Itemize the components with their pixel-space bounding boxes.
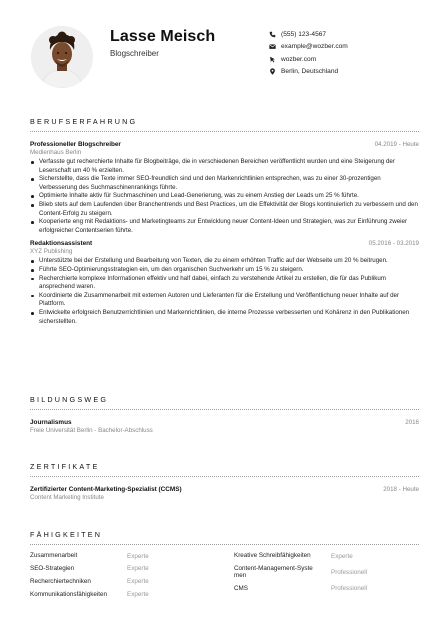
section-divider: [30, 131, 419, 132]
job-bullets: [30, 158, 419, 235]
skill-level: Experte: [127, 578, 149, 586]
job-company: Medienhaus Berlin: [30, 149, 82, 156]
section-divider: [30, 409, 419, 410]
skill-row: [30, 552, 215, 560]
phone-icon: [268, 30, 276, 38]
list-item: Blieb stets auf dem Laufenden über Branchentrends und Best Practices, um die Effektivität der Blogs kontinuierlich zu verbessern und den Content-Erfolg zu steigern.: [30, 201, 419, 218]
education-institution: Freie Universität Berlin - Bachelor-Abschluss: [30, 427, 153, 434]
list-item: Koordinierte die Zusammenarbeit mit externen Autoren und Lieferanten für die Erstellung und Veröffentlichung neuer Inhalte auf der Plattform.: [30, 292, 419, 309]
skills-column-left: [30, 552, 215, 603]
education-entry: [30, 419, 419, 434]
list-item: Recherchierte komplexe Informationen effektiv und half dabei, einfach zu verstehende Artikel zu erstellen, die für das Publikum ansprechend waren.: [30, 275, 419, 292]
job-entry: [30, 240, 419, 326]
skill-name: Kommunikationsfähigkeiten: [30, 590, 108, 598]
contact-list: [268, 28, 438, 78]
skills-column-right: [234, 552, 419, 603]
skill-level: Experte: [127, 552, 149, 560]
job-title: Professioneller Blogschreiber: [30, 141, 121, 148]
list-item: Führte SEO-Optimierungsstrategien ein, um den organischen Suchverkehr um 15 % zu steigern.: [30, 266, 419, 275]
job-bullets: [30, 257, 419, 326]
certificate-date: 2018 - Heute: [383, 486, 419, 493]
skill-name: Zusammenarbeit: [30, 552, 78, 560]
skill-name: Kreative Schreibfähigkeiten: [234, 552, 311, 560]
list-item: Verfasste gut recherchierte Inhalte für Blogbeiträge, die in verschiedenen Bereichen veröffentlicht wurden und eine Steigerung der Leserschaft um 40 % erzielten.: [30, 158, 419, 175]
education-heading: BILDUNGSWEG: [30, 395, 109, 404]
skill-name: Content-Management-Syste men: [234, 564, 313, 580]
location-pin-icon: [268, 68, 276, 76]
skill-row: [30, 590, 215, 598]
education-title: Journalismus: [30, 419, 72, 426]
candidate-name: Lasse Meisch: [110, 28, 216, 45]
certificate-title: Zertifizierter Content-Marketing-Spezialist (CCMS): [30, 486, 182, 493]
contact-website[interactable]: [268, 53, 438, 66]
email-text: example@wozber.com: [281, 43, 348, 51]
list-item: Entwickelte erfolgreich Benutzerrichtlinien und Markenrichtlinien, die interne Prozesse verbesserten und Kohärenz in den Publikationen sicherstellten.: [30, 309, 419, 326]
certificates-section: [30, 462, 419, 501]
skill-level: Professionell: [331, 585, 368, 593]
list-item: Kooperierte eng mit Redaktions- und Marketingteams zur Entwicklung neuer Content-Ideen und Strategien, was zur Einführung zweier erfolgreicher Contentserien führte.: [30, 218, 419, 235]
experience-section: [30, 117, 419, 326]
skill-level: Experte: [127, 565, 149, 573]
cursor-link-icon: [268, 55, 276, 63]
candidate-title: Blogschreiber: [110, 49, 159, 58]
job-company: XYZ Publishing: [30, 248, 73, 256]
list-item: Optimierte Inhalte aktiv für Suchmaschinen und Lead-Generierung, was zu einem Anstieg der Leads um 25 % führte.: [30, 192, 419, 201]
job-title: Redaktionsassistent: [30, 240, 93, 248]
phone-text: (555) 123-4567: [281, 30, 327, 38]
location-text: Berlin, Deutschland: [281, 68, 339, 76]
experience-heading: BERUFSERFAHRUNG: [30, 117, 138, 126]
avatar: [31, 26, 93, 88]
education-date: 2016: [405, 419, 419, 426]
resume-header: [0, 0, 448, 100]
certificate-entry: [30, 486, 419, 501]
certificates-heading: ZERTIFIKATE: [30, 462, 100, 471]
skill-name: CMS: [234, 584, 248, 592]
skill-row: [234, 552, 419, 560]
profile-photo: [31, 26, 93, 88]
skill-row: [30, 578, 215, 586]
job-dates: 04.2019 - Heute: [374, 141, 419, 148]
skills-section: [30, 530, 419, 603]
skills-heading: FÄHIGKEITEN: [30, 530, 103, 539]
skill-row: [30, 565, 215, 573]
list-item: Sicherstellte, dass die Texte immer SEO-freundlich sind und den Markenrichtlinien entsprechen, was zu einer 30-prozentigen Verbesserung des Suchmaschinenrankings führte.: [30, 175, 419, 192]
skill-row: [234, 585, 419, 593]
section-divider: [30, 476, 419, 477]
skills-grid: [30, 552, 419, 603]
skill-level: Professionell: [331, 568, 368, 576]
skill-level: Experte: [127, 590, 149, 598]
skill-level: Experte: [331, 552, 353, 560]
certificate-issuer: Content Marketing Institute: [30, 494, 104, 501]
contact-location: [268, 66, 438, 79]
education-section: [30, 395, 419, 434]
job-dates: 05.2016 - 03.2019: [368, 240, 419, 248]
skill-name: SEO-Strategien: [30, 565, 75, 572]
website-text: wozber.com: [281, 55, 317, 63]
skill-row: [234, 565, 419, 580]
list-item: Unterstützte bei der Erstellung und Bearbeitung von Texten, die zu einem erhöhten Traffic auf der Webseite um 20 % beitrugen.: [30, 257, 419, 266]
section-divider: [30, 544, 419, 545]
job-entry: [30, 141, 419, 235]
contact-phone: [268, 28, 438, 41]
skill-name: Recherchiertechniken: [30, 577, 91, 585]
envelope-icon: [268, 43, 276, 51]
contact-email[interactable]: [268, 41, 438, 54]
